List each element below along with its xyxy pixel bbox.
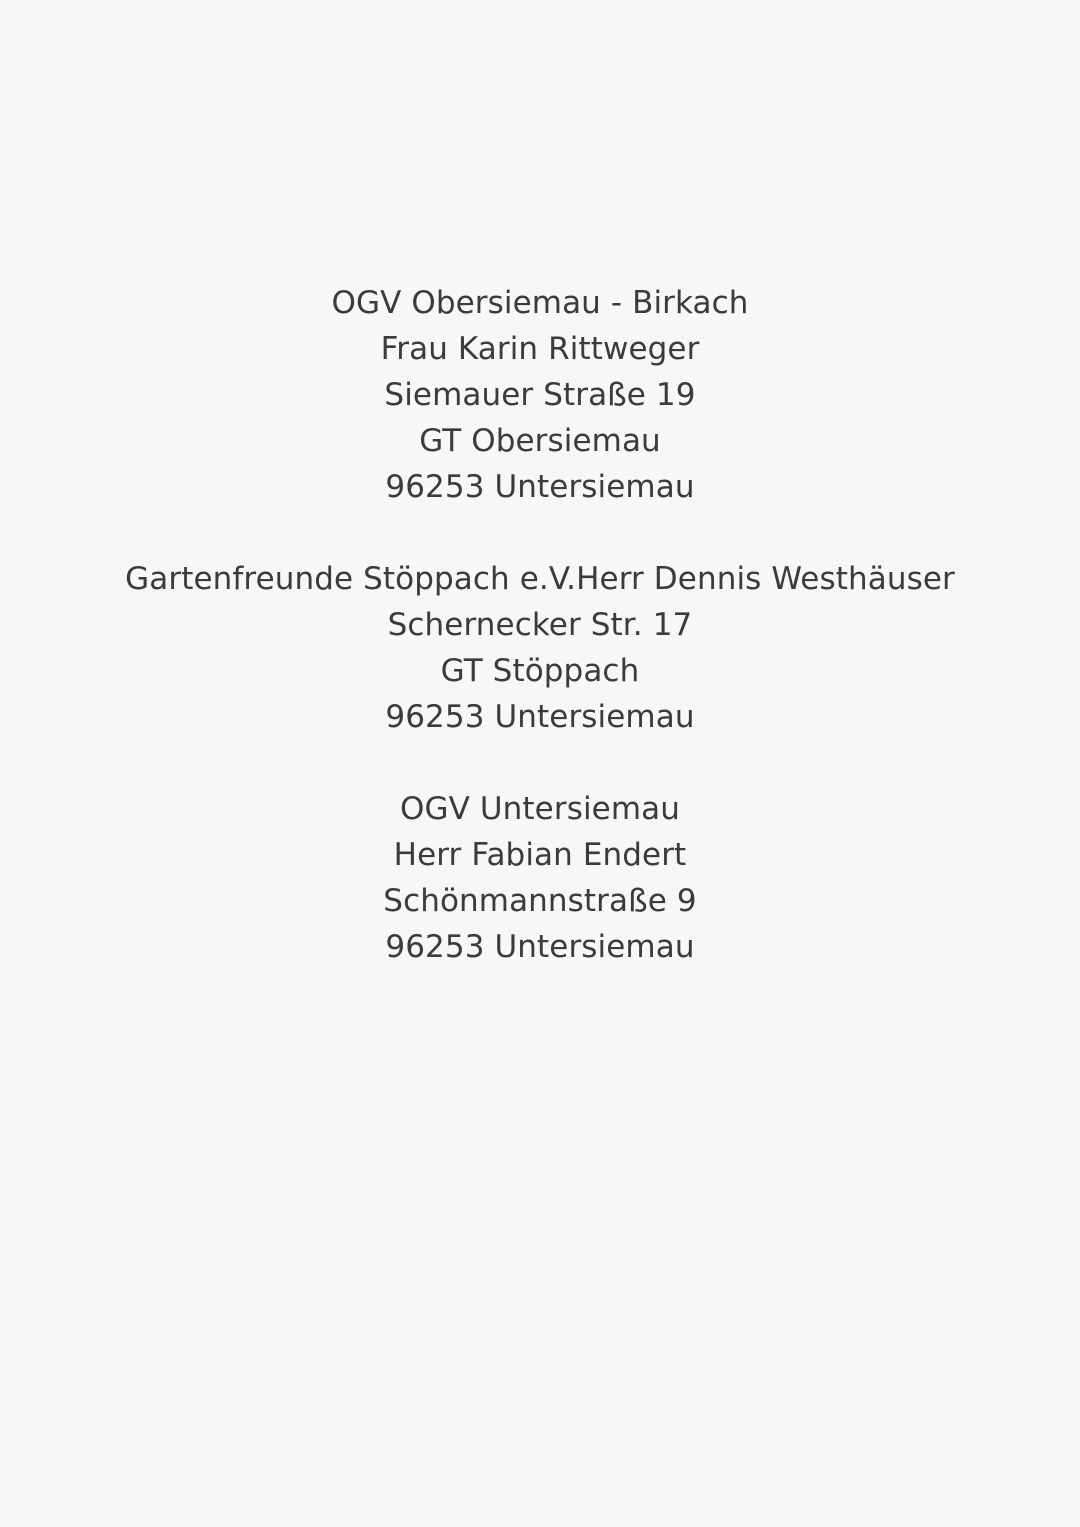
address-line: 96253 Untersiemau — [385, 929, 695, 965]
address-block-gartenfreunde-stoeppach — [0, 556, 1080, 740]
address-line: Siemauer Straße 19 — [384, 377, 696, 413]
address-line: 96253 Untersiemau — [385, 469, 695, 505]
address-line: OGV Untersiemau — [400, 791, 680, 827]
address-line: GT Obersiemau — [419, 423, 661, 459]
address-block-ogv-untersiemau — [0, 786, 1080, 970]
address-line: Schernecker Str. 17 — [387, 607, 693, 643]
address-line: OGV Obersiemau - Birkach — [331, 285, 749, 321]
address-line: 96253 Untersiemau — [385, 699, 695, 735]
address-block-ogv-obersiemau-birkach — [0, 280, 1080, 510]
address-line: Frau Karin Rittweger — [380, 331, 700, 367]
address-line: GT Stöppach — [440, 653, 640, 689]
address-line: Schönmannstraße 9 — [383, 883, 697, 919]
address-line: Herr Fabian Endert — [393, 837, 687, 873]
address-line: Gartenfreunde Stöppach e.V.Herr Dennis Westhäuser — [125, 561, 955, 597]
